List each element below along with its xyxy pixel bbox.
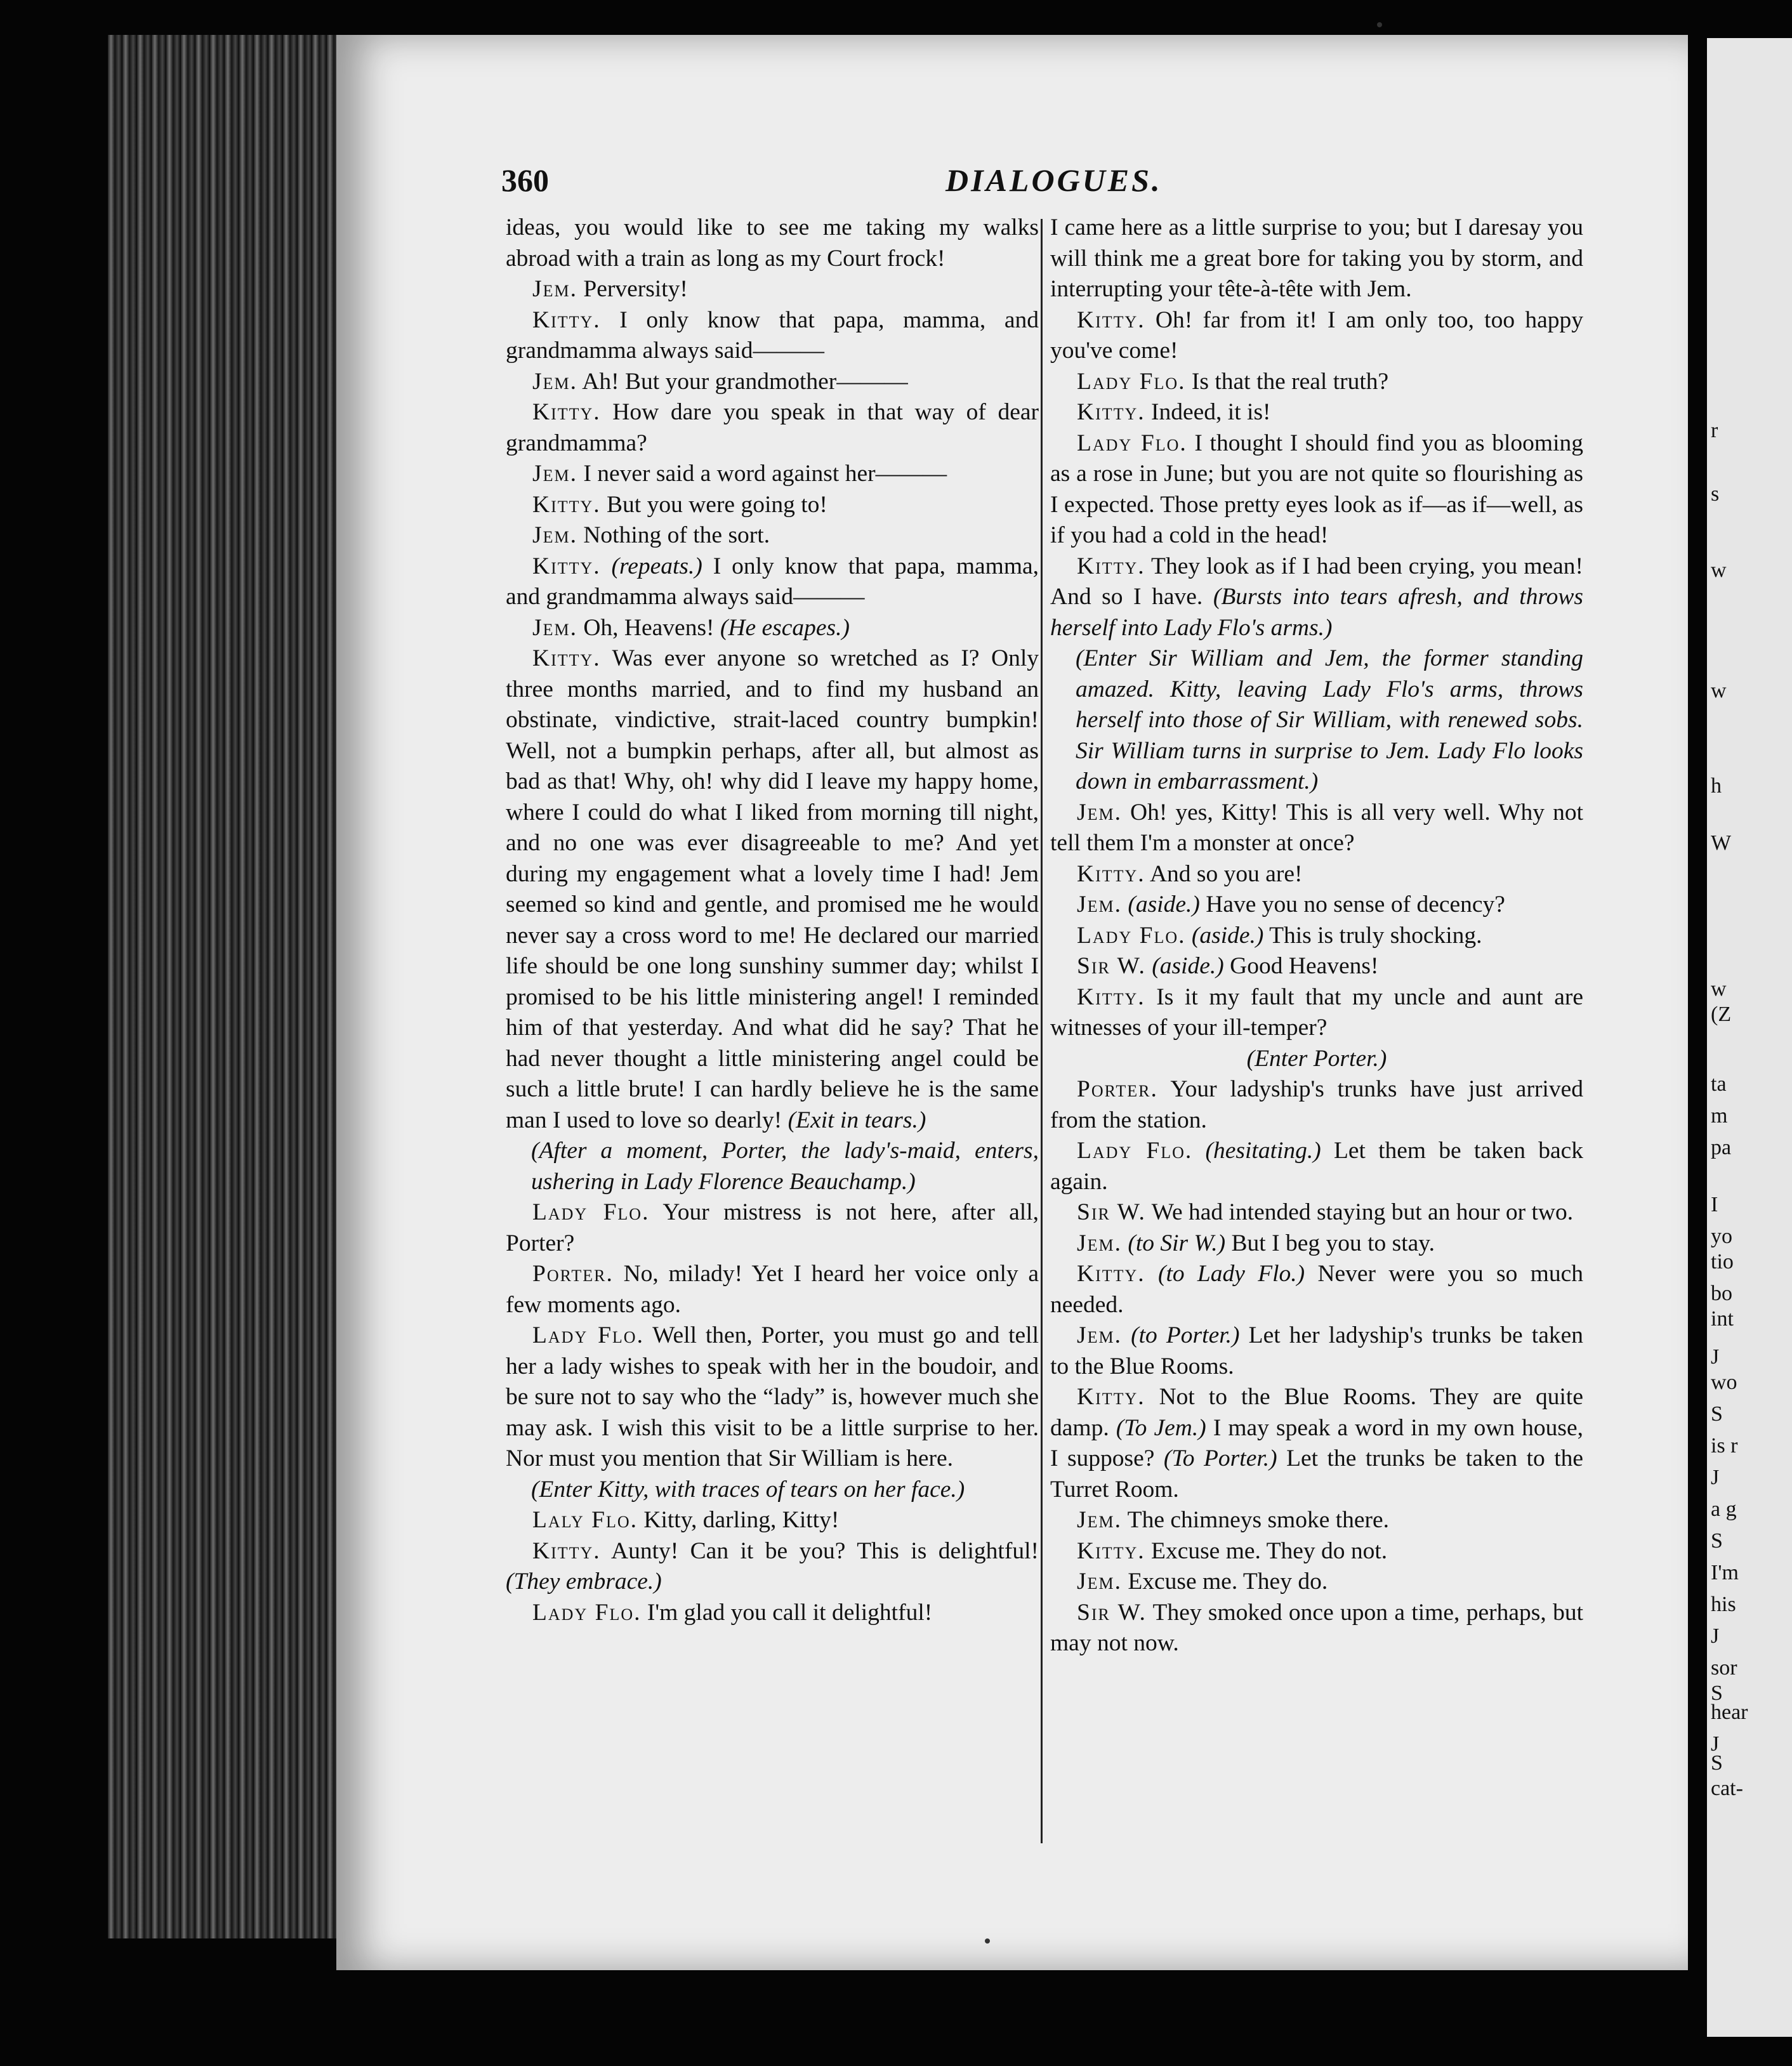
dialogue-text: Perversity! xyxy=(583,276,688,302)
dialogue-text: I'm glad you call it delightful! xyxy=(647,1599,933,1626)
running-title: DIALOGUES. xyxy=(945,162,1163,198)
adjacent-page-text-fragment: ta xyxy=(1711,1072,1727,1096)
dialogue-paragraph xyxy=(1050,1044,1583,1075)
adjacent-page-text-fragment: W xyxy=(1711,831,1732,855)
stage-direction: (To Jem.) xyxy=(1116,1414,1206,1441)
page-header xyxy=(501,162,1580,206)
dialogue-paragraph xyxy=(1050,1259,1583,1320)
dialogue-text: I only know that papa, mamma, and grandmamma always said——— xyxy=(506,553,1039,610)
dialogue-paragraph xyxy=(506,1259,1039,1320)
stage-direction: (Exit in tears.) xyxy=(787,1107,926,1133)
adjacent-page-text-fragment: J xyxy=(1711,1732,1720,1756)
stage-direction: (aside.) xyxy=(1152,953,1224,979)
dialogue-text: Well then, Porter, you must go and tell her a lady wishes to speak with her in the boudoir, and be sure not to say who the “lady” is, however much she may ask. I wish this visit to be a little surprise to her. Nor must you mention that Sir William is here. xyxy=(506,1322,1039,1471)
dialogue-text: Let the trunks be taken to the Turret Room. xyxy=(1050,1445,1584,1503)
speaker-name: Laly Flo. xyxy=(532,1507,638,1533)
speaker-name: Jem. xyxy=(532,614,577,641)
adjacent-page-text-fragment: J xyxy=(1711,1345,1720,1369)
speaker-name: Sir W. xyxy=(1077,953,1146,979)
adjacent-page-text-fragment: J xyxy=(1711,1624,1720,1648)
adjacent-page-text-fragment: pa xyxy=(1711,1136,1732,1159)
adjacent-page-text-fragment: S xyxy=(1711,1751,1723,1775)
left-text-column xyxy=(506,213,1039,1628)
speaker-name: Kitty. xyxy=(532,645,601,671)
speaker-name: Sir W. xyxy=(1077,1599,1147,1626)
speaker-name: Kitty. xyxy=(1077,984,1145,1010)
adjacent-page-text-fragment: w xyxy=(1711,977,1727,1001)
adjacent-page-text-fragment: wo xyxy=(1711,1371,1737,1394)
dialogue-paragraph xyxy=(1050,643,1583,798)
dialogue-text: I may speak a word in my own house, I suppose? xyxy=(1050,1414,1584,1471)
dialogue-paragraph xyxy=(506,1136,1039,1197)
dialogue-text: We had intended staying but an hour or two. xyxy=(1151,1199,1574,1225)
stage-direction: (After a moment, Porter, the lady's-maid, enters, ushering in Lady Florence Beauchamp.) xyxy=(531,1138,1039,1195)
dialogue-paragraph xyxy=(506,490,1039,521)
adjacent-page-edge xyxy=(1707,38,1792,2037)
speaker-name: Jem. xyxy=(532,276,577,302)
speaker-name: Jem. xyxy=(1077,1322,1122,1348)
right-text-column xyxy=(1050,213,1583,1659)
speaker-name: Kitty. xyxy=(1077,1537,1145,1564)
adjacent-page-text-fragment: int xyxy=(1711,1307,1734,1331)
adjacent-page-text-fragment: J xyxy=(1711,1466,1720,1489)
dialogue-text: Not to the Blue Rooms. They are quite damp. xyxy=(1050,1384,1583,1441)
dialogue-text: And so you are! xyxy=(1149,860,1303,887)
speaker-name: Sir W. xyxy=(1077,1199,1146,1225)
dialogue-text: Oh! far from it! I am only too, too happy you've come! xyxy=(1050,306,1583,364)
dialogue-paragraph xyxy=(1050,1136,1583,1197)
stage-direction: (to Porter.) xyxy=(1131,1322,1240,1348)
adjacent-page-text-fragment: I xyxy=(1711,1193,1718,1216)
adjacent-page-text-fragment: S xyxy=(1711,1402,1723,1426)
dialogue-text: Good Heavens! xyxy=(1230,953,1379,979)
dialogue-paragraph xyxy=(1050,1536,1583,1567)
dialogue-text: Indeed, it is! xyxy=(1151,399,1271,425)
dialogue-paragraph xyxy=(506,613,1039,644)
dialogue-paragraph xyxy=(1050,1382,1583,1505)
dialogue-paragraph xyxy=(1050,1598,1583,1659)
dialogue-paragraph xyxy=(1050,397,1583,428)
dialogue-text: They look as if I had been crying, you mean! And so I have. xyxy=(1050,553,1584,610)
dialogue-text: I thought I should find you as blooming as a rose in June; but you are not quite so flourishing as I expected. Those pretty eyes look as if—as if—well, as if you had a cold in the head! xyxy=(1050,430,1584,548)
dialogue-text: Is that the real truth? xyxy=(1191,368,1389,395)
adjacent-page-text-fragment: a g xyxy=(1711,1497,1737,1521)
dialogue-text: I came here as a little surprise to you; but I daresay you will think me a great bore for taking you by storm, and interrupting your tête-à-tête with Jem. xyxy=(1050,214,1583,302)
speaker-name: Jem. xyxy=(1077,1230,1122,1256)
dialogue-paragraph xyxy=(506,643,1039,1136)
speaker-name: Lady Flo. xyxy=(532,1599,642,1626)
dialogue-paragraph xyxy=(506,367,1039,398)
dialogue-paragraph xyxy=(506,459,1039,490)
stage-direction: (aside.) xyxy=(1191,922,1264,949)
dialogue-paragraph xyxy=(1050,1567,1583,1598)
stage-direction: (To Porter.) xyxy=(1163,1445,1277,1471)
adjacent-page-text-fragment: sor xyxy=(1711,1656,1737,1680)
speaker-name: Kitty. xyxy=(532,553,601,579)
dialogue-paragraph xyxy=(506,1505,1039,1536)
dialogue-paragraph xyxy=(1050,982,1583,1044)
dialogue-text: But you were going to! xyxy=(607,491,827,518)
speaker-name: Jem. xyxy=(1077,1507,1122,1533)
dialogue-text: Have you no sense of decency? xyxy=(1206,892,1505,918)
speck-mark xyxy=(1377,22,1382,27)
dialogue-paragraph xyxy=(1050,921,1583,952)
dialogue-paragraph xyxy=(506,1536,1039,1598)
dialogue-paragraph xyxy=(1050,213,1583,305)
speaker-name: Lady Flo. xyxy=(532,1322,644,1348)
speaker-name: Kitty. xyxy=(1077,1384,1145,1410)
dialogue-paragraph xyxy=(1050,1228,1583,1260)
speaker-name: Jem. xyxy=(532,461,577,487)
dialogue-paragraph xyxy=(1050,890,1583,921)
speaker-name: Kitty. xyxy=(532,306,601,333)
speaker-name: Kitty. xyxy=(532,491,601,518)
dialogue-text: Your ladyship's trunks have just arrived from the station. xyxy=(1050,1076,1583,1133)
dialogue-paragraph xyxy=(1050,1320,1583,1382)
adjacent-page-text-fragment: is r xyxy=(1711,1434,1738,1457)
speaker-name: Porter. xyxy=(1077,1076,1158,1102)
speaker-name: Lady Flo. xyxy=(1077,368,1186,395)
adjacent-page-text-fragment: (Z xyxy=(1711,1003,1732,1026)
adjacent-page-text-fragment: hear xyxy=(1711,1701,1748,1724)
dialogue-paragraph xyxy=(1050,1197,1583,1228)
dialogue-text: Ah! But your grandmother——— xyxy=(582,368,908,395)
dialogue-text: No, milady! Yet I heard her voice only a few moments ago. xyxy=(506,1261,1039,1318)
stage-direction: (repeats.) xyxy=(611,553,702,579)
dialogue-paragraph xyxy=(506,1320,1039,1475)
speaker-name: Kitty. xyxy=(1077,553,1145,579)
speaker-name: Jem. xyxy=(532,368,577,395)
dialogue-text: Excuse me. They do. xyxy=(1128,1569,1328,1595)
adjacent-page-text-fragment: w xyxy=(1711,558,1727,582)
speaker-name: Lady Flo. xyxy=(1077,1138,1193,1164)
stage-direction: (hesitating.) xyxy=(1205,1138,1321,1164)
adjacent-page-text-fragment: yo xyxy=(1711,1225,1732,1248)
stage-direction: (to Sir W.) xyxy=(1128,1230,1226,1256)
book-page-edges xyxy=(108,35,355,1938)
dialogue-text: ideas, you would like to see me taking my walks abroad with a train as long as my Court frock! xyxy=(506,214,1039,272)
dialogue-text: But I beg you to stay. xyxy=(1231,1230,1435,1256)
dialogue-paragraph xyxy=(506,551,1039,613)
speaker-name: Jem. xyxy=(1077,892,1122,918)
adjacent-page-text-fragment: I'm xyxy=(1711,1561,1739,1584)
speaker-name: Porter. xyxy=(532,1261,614,1287)
dialogue-paragraph xyxy=(506,274,1039,305)
stage-direction: (Enter Sir William and Jem, the former standing amazed. Kitty, leaving Lady Flo's arms, throws herself into those of Sir William, with renewed sobs. Sir William turns in surprise to Jem. Lady Flo looks down in embarrassment.) xyxy=(1076,645,1583,794)
page-number: 360 xyxy=(501,162,549,198)
speaker-name: Lady Flo. xyxy=(1077,430,1187,456)
stage-direction: (Bursts into tears afresh, and throws herself into Lady Flo's arms.) xyxy=(1050,584,1584,641)
dialogue-text: This is truly shocking. xyxy=(1269,922,1482,949)
dialogue-text: Never were you so much needed. xyxy=(1050,1261,1583,1318)
speaker-name: Kitty. xyxy=(532,1537,601,1564)
dialogue-paragraph xyxy=(1050,798,1583,859)
dialogue-paragraph xyxy=(1050,951,1583,982)
adjacent-page-text-fragment: s xyxy=(1711,482,1720,506)
adjacent-page-text-fragment: w xyxy=(1711,679,1727,702)
dialogue-paragraph xyxy=(1050,551,1583,644)
dialogue-text: Let her ladyship's trunks be taken to the Blue Rooms. xyxy=(1050,1322,1583,1379)
adjacent-page-text-fragment: bo xyxy=(1711,1282,1732,1305)
dialogue-paragraph xyxy=(1050,1074,1583,1136)
stage-direction: (He escapes.) xyxy=(720,614,850,641)
dialogue-paragraph xyxy=(506,520,1039,551)
column-divider xyxy=(1041,219,1043,1843)
dialogue-paragraph xyxy=(1050,859,1583,890)
speck-mark xyxy=(985,1938,990,1944)
adjacent-page-text-fragment: m xyxy=(1711,1104,1728,1128)
dialogue-text: Excuse me. They do not. xyxy=(1151,1537,1388,1564)
dialogue-text: I never said a word against her——— xyxy=(583,461,947,487)
adjacent-page-text-fragment: tio xyxy=(1711,1250,1734,1273)
speaker-name: Kitty. xyxy=(532,399,601,425)
adjacent-page-text-fragment: cat- xyxy=(1711,1777,1743,1800)
adjacent-page-text-fragment: h xyxy=(1711,774,1722,798)
dialogue-text: Is it my fault that my uncle and aunt are witnesses of your ill-temper? xyxy=(1050,984,1583,1041)
adjacent-page-text-fragment: S xyxy=(1711,1681,1723,1705)
dialogue-text: Your mistress is not here, after all, Porter? xyxy=(506,1199,1039,1256)
speaker-name: Jem. xyxy=(1077,799,1122,826)
speaker-name: Lady Flo. xyxy=(532,1199,650,1225)
dialogue-text: The chimneys smoke there. xyxy=(1127,1507,1390,1533)
dialogue-text: Oh! yes, Kitty! This is all very well. Why not tell them I'm a monster at once? xyxy=(1050,799,1583,856)
dialogue-text: Nothing of the sort. xyxy=(583,522,770,548)
speaker-name: Kitty. xyxy=(1077,399,1145,425)
dialogue-text: Aunty! Can it be you? This is delightful! xyxy=(611,1537,1039,1564)
dialogue-paragraph xyxy=(506,1197,1039,1259)
stage-direction: (Enter Kitty, with traces of tears on her face.) xyxy=(531,1476,965,1503)
dialogue-paragraph xyxy=(1050,305,1583,367)
dialogue-paragraph xyxy=(506,305,1039,367)
stage-direction: (aside.) xyxy=(1128,892,1200,918)
adjacent-page-text-fragment: his xyxy=(1711,1593,1736,1616)
dialogue-text: They smoked once upon a time, perhaps, but may not now. xyxy=(1050,1599,1583,1656)
dialogue-paragraph xyxy=(506,1598,1039,1629)
speaker-name: Kitty. xyxy=(1077,860,1145,887)
speaker-name: Lady Flo. xyxy=(1077,922,1186,949)
adjacent-page-text-fragment: r xyxy=(1711,419,1718,442)
dialogue-paragraph xyxy=(1050,367,1583,398)
dialogue-text: Let them be taken back again. xyxy=(1050,1138,1584,1195)
speaker-name: Jem. xyxy=(1077,1569,1122,1595)
dialogue-paragraph xyxy=(506,1475,1039,1506)
dialogue-paragraph xyxy=(506,397,1039,459)
dialogue-text: Was ever anyone so wretched as I? Only three months married, and to find my husband an obstinate, vindictive, strait-laced country bumpkin! Well, not a bumpkin perhaps, after all, but almost as bad as that! Why, oh! why did I leave my happy home, where I could do what I liked from morning till night, and no one was ever disagreeable to me? And yet during my engagement what a lovely time I had! Jem seemed so kind and gentle, and promised me he would never say a cross word to me! He declared our married life should be one long sunshiny summer day; whilst I promised to be his little ministering angel! I reminded him of that yesterday. And what did he say? That he had never thought a little ministering angel could be such a little brute! I can hardly believe he is the same man I used to love so dearly! xyxy=(506,645,1039,1133)
stage-direction: (to Lady Flo.) xyxy=(1157,1261,1305,1287)
speaker-name: Kitty. xyxy=(1077,1261,1145,1287)
dialogue-text: How dare you speak in that way of dear grandmamma? xyxy=(506,399,1039,456)
stage-direction: (Enter Porter.) xyxy=(1246,1045,1387,1072)
stage-direction: (They embrace.) xyxy=(506,1569,662,1595)
dialogue-paragraph xyxy=(506,213,1039,274)
speaker-name: Jem. xyxy=(532,522,577,548)
dialogue-paragraph xyxy=(1050,1505,1583,1536)
dialogue-text: I only know that papa, mamma, and grandmamma always said——— xyxy=(506,306,1039,364)
adjacent-page-text-fragment: S xyxy=(1711,1529,1723,1553)
speaker-name: Kitty. xyxy=(1077,306,1145,333)
dialogue-text: Kitty, darling, Kitty! xyxy=(643,1507,840,1533)
dialogue-paragraph xyxy=(1050,428,1583,551)
dialogue-text: Oh, Heavens! xyxy=(583,614,715,641)
